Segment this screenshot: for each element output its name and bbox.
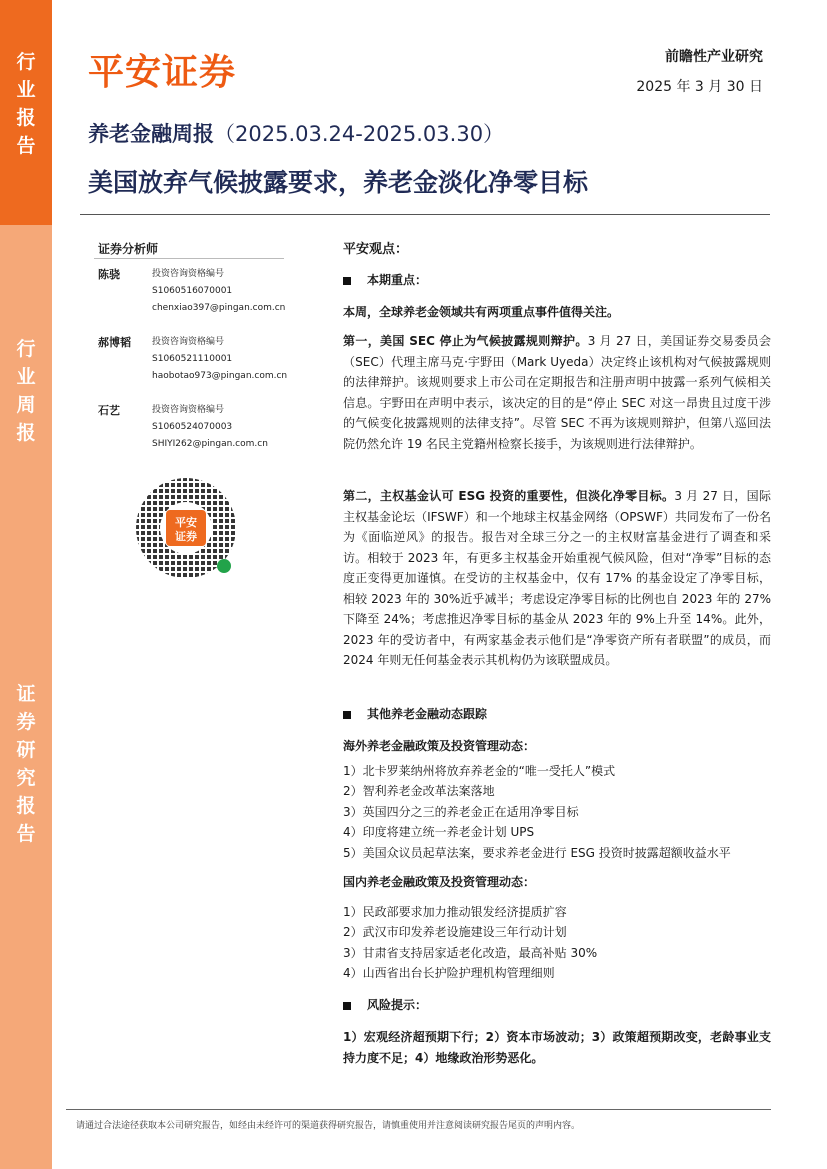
header-divider	[80, 214, 770, 215]
paragraph-sec-lead: 第一，美国 SEC 停止为气候披露规则辩护。	[343, 334, 588, 348]
list-item: 3）英国四分之三的养老金正在适用净零目标	[343, 804, 579, 819]
list-item: 2）智利养老金改革法案落地	[343, 784, 495, 799]
intro-paragraph: 本周，全球养老金领域共有两项重点事件值得关注。	[343, 305, 620, 319]
report-series-title	[88, 118, 504, 148]
analyst-name: 郝博韬	[98, 336, 131, 349]
other-section-heading	[343, 704, 771, 725]
analyst-name: 陈骁	[98, 268, 120, 281]
cert-label: 投资咨询资格编号	[152, 337, 225, 347]
focus-section-heading	[343, 270, 771, 291]
qr-logo-bottom: 证券	[175, 530, 197, 543]
analyst-email: haobotao973@pingan.com.cn	[152, 371, 288, 381]
side-tab-char: 业	[16, 79, 36, 101]
risk-text: 1）宏观经济超预期下行；2）资本市场波动；3）政策超预期改变，老龄事业支持力度不足；4）地缘政治形势恶化。	[343, 1030, 771, 1065]
domestic-heading: 国内养老金融政策及投资管理动态：	[343, 875, 536, 889]
risk-heading-text: 风险提示：	[367, 998, 428, 1012]
footer-divider	[66, 1109, 771, 1110]
cert-number: S1060521110001	[152, 354, 233, 364]
side-tab-char: 告	[16, 135, 36, 157]
qr-logo-top: 平安	[175, 516, 197, 529]
side-tab-char: 究	[16, 767, 36, 789]
square-bullet-icon	[343, 1002, 351, 1010]
list-item: 4）印度将建立统一养老金计划 UPS	[343, 825, 535, 840]
side-tab-char: 行	[16, 338, 36, 360]
overseas-list	[343, 761, 771, 863]
paragraph-sec	[343, 331, 771, 454]
pingan-logo: 平安证券	[88, 52, 237, 93]
side-tab-char: 业	[16, 366, 36, 388]
analyst-email: chenxiao397@pingan.com.cn	[152, 303, 286, 313]
overseas-heading: 海外养老金融政策及投资管理动态：	[343, 739, 536, 753]
side-tab-char: 周	[16, 394, 36, 416]
side-tab-char: 行	[16, 51, 36, 73]
paragraph-swf-lead: 第二，主权基金认可 ESG 投资的重要性，但淡化净零目标。	[343, 489, 675, 503]
cert-label: 投资咨询资格编号	[152, 405, 225, 415]
footer-disclaimer: 请通过合法途径获取本公司研究报告，如经由未经许可的渠道获得研究报告，请慎重使用并注意阅读研究报告尾页的声明内容。	[76, 1121, 581, 1131]
list-item: 4）山西省出台长护险护理机构管理细则	[343, 966, 555, 981]
side-tab-char: 报	[16, 422, 36, 444]
viewpoint-heading: 平安观点：	[343, 242, 409, 257]
focus-heading-text: 本期重点：	[367, 273, 428, 287]
series-name: 养老金融周报	[88, 122, 214, 146]
department-label: 前瞻性产业研究	[665, 49, 763, 65]
cert-label: 投资咨询资格编号	[152, 269, 225, 279]
list-item: 2）武汉市印发养老设施建设三年行动计划	[343, 925, 567, 940]
side-tab-securities-research	[0, 560, 52, 1169]
paragraph-sec-body: 3 月 27 日，美国证券交易委员会（SEC）代理主席马克·宇野田（Mark Uyeda）决定终止该机构对气候披露规则的法律辩护。该规则要求上市公司在定期报告和注册声明中披露一系列气候相关信息。宇野田在声明中表示，该决定的目的是“停止 SEC 对这一昂贵且过度干涉的气候变化披露规则的法律支持”。尽管 SEC 不再为该规则辩护，但第八巡回法院仍然允许 19 名民主党籍州检察长接手，为该规则进行法律辩护。	[343, 334, 771, 451]
side-tab-char: 证	[16, 683, 36, 705]
side-tab-char: 报	[16, 795, 36, 817]
side-tab-char: 报	[16, 107, 36, 129]
paragraph-swf	[343, 486, 771, 671]
date-range: （2025.03.24-2025.03.30）	[214, 122, 505, 146]
risk-section-heading	[343, 995, 771, 1016]
list-item: 1）北卡罗莱纳州将放弃养老金的“唯一受托人”模式	[343, 764, 616, 778]
side-tab-char: 券	[16, 711, 36, 733]
analysts-divider	[94, 258, 284, 259]
square-bullet-icon	[343, 277, 351, 285]
cert-number: S1060516070001	[152, 286, 233, 296]
list-item: 5）美国众议员起草法案，要求养老金进行 ESG 投资时披露超额收益水平	[343, 845, 731, 860]
side-tab-industry-report	[0, 0, 52, 225]
cert-number: S1060524070003	[152, 422, 233, 432]
list-item: 3）甘肃省支持居家适老化改造，最高补贴 30%	[343, 945, 598, 960]
analysts-heading: 证券分析师	[98, 242, 159, 256]
list-item: 1）民政部要求加力推动银发经济提质扩容	[343, 905, 567, 919]
domestic-list	[343, 902, 771, 984]
analyst-email: SHIYI262@pingan.com.cn	[152, 439, 268, 449]
side-tab-industry-weekly	[0, 225, 52, 560]
side-tab-char: 研	[16, 739, 36, 761]
paragraph-swf-body: 3 月 27 日，国际主权基金论坛（IFSWF）和一个地球主权基金网络（OPSWF）共同发布了一份名为《面临逆风》的报告。报告对全球三分之一的主权财富基金进行了调查和采访。相较于 2023 年，有更多主权基金开始重视气候风险，但对“净零”目标的态度正变得更加谨慎。在受访的主权基金中，仅有 17% 的基金设定了净零目标，相较 2023 年的 30%近乎减半；考虑设定净零目标的比例也自 2023 年的 27%下降至 24%；考虑推迟净零目标的基金从 2023 年的 9%上升至 14%。此外，2023 年的受访者中，有两家基金表示他们是“净零资产所有者联盟”的成员，而 2024 年则无任何基金表示其机构仍为该联盟成员。	[343, 489, 771, 667]
analyst-name: 石艺	[98, 404, 120, 417]
other-heading-text: 其他养老金融动态跟踪	[367, 707, 488, 721]
qr-code-icon	[134, 476, 238, 580]
side-tab-char: 告	[16, 823, 36, 845]
square-bullet-icon	[343, 711, 351, 719]
report-headline: 美国放弃气候披露要求，养老金淡化净零目标	[88, 168, 589, 197]
report-date: 2025 年 3 月 30 日	[636, 79, 763, 95]
